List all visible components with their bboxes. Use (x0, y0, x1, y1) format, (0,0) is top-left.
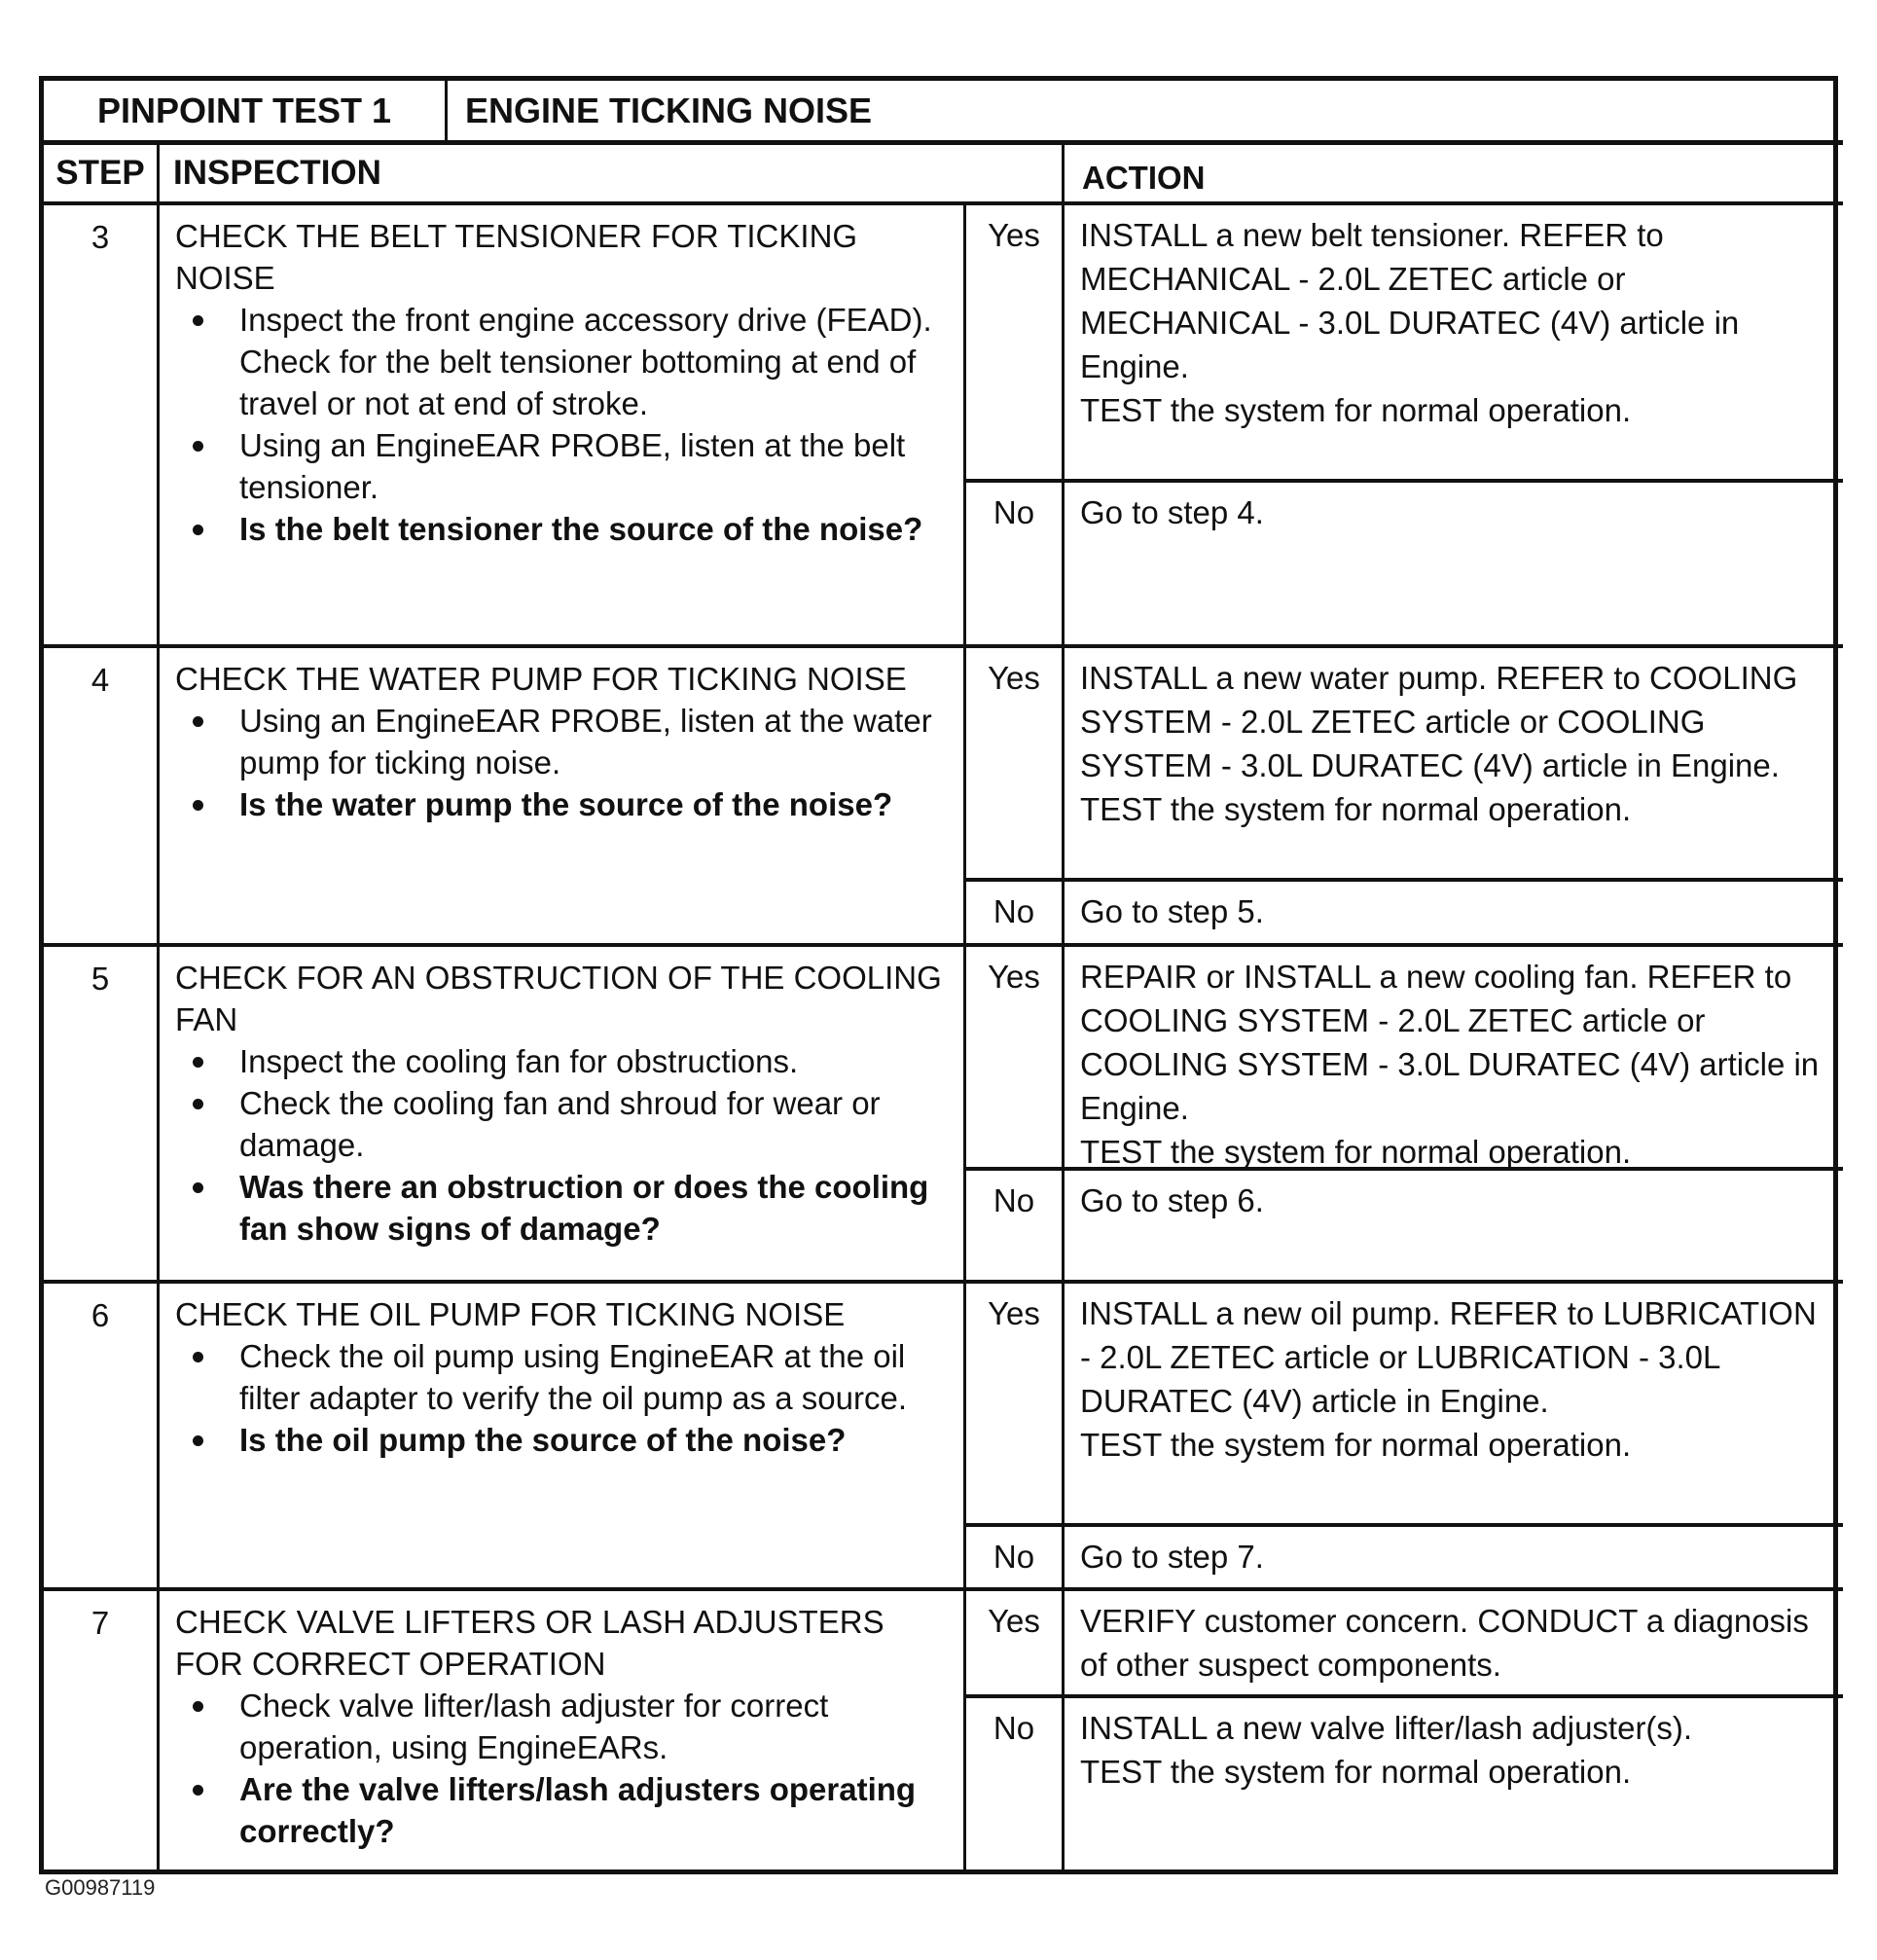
no-action (1065, 1527, 1843, 1587)
yes-action-line: TEST the system for normal operation. (1080, 791, 1632, 827)
step-number: 7 (44, 1591, 160, 1869)
table-header (39, 76, 1838, 140)
bullet-text: Using an EngineEAR PROBE, listen at the belt tensioner. (239, 427, 906, 505)
inspection-bullets (175, 1685, 952, 1852)
column-header-action: ACTION (1065, 140, 1843, 205)
inspection-cell (160, 648, 966, 947)
bullet-icon (193, 1352, 203, 1362)
bullet-text: Check valve lifter/lash adjuster for correct operation, using EngineEARs. (239, 1688, 829, 1765)
no-action (1065, 1698, 1843, 1869)
yes-action-line: TEST the system for normal operation. (1080, 1134, 1632, 1170)
inspection-cell (160, 947, 966, 1284)
test-label: PINPOINT TEST 1 (44, 81, 448, 140)
bullet-icon (193, 315, 203, 326)
inspection-question (175, 508, 952, 550)
inspection-bullets (175, 1040, 952, 1250)
action-column (1065, 205, 1843, 648)
bullet-icon (193, 1701, 203, 1712)
yes-action (1065, 1284, 1843, 1527)
answer-column (966, 648, 1065, 947)
question-text: Is the belt tensioner the source of the noise? (239, 511, 923, 547)
inspection-bullet (175, 1335, 952, 1419)
inspection-bullets (175, 299, 952, 550)
bullet-icon (193, 800, 203, 811)
yes-label: Yes (966, 1284, 1062, 1527)
no-action-line: TEST the system for normal operation. (1080, 1754, 1632, 1790)
no-action (1065, 1171, 1843, 1280)
no-label: No (993, 893, 1035, 929)
yes-action (1065, 1591, 1843, 1698)
question-text: Is the water pump the source of the noise? (239, 786, 893, 822)
answer-column (966, 1591, 1065, 1869)
yes-label: Yes (966, 1591, 1062, 1698)
inspection-bullet (175, 299, 952, 424)
yes-action-line: VERIFY customer concern. CONDUCT a diagnosis of other suspect components. (1080, 1603, 1809, 1683)
table-grid (39, 140, 1838, 1874)
bullet-text: Inspect the front engine accessory drive (FEAD). Check for the belt tensioner bottoming at end of travel or not at end of stroke. (239, 302, 932, 421)
inspection-bullet (175, 1685, 952, 1768)
no-action-line: Go to step 5. (1080, 893, 1264, 929)
answer-column (966, 947, 1065, 1284)
bullet-icon (193, 1057, 203, 1068)
inspection-bullet (175, 1082, 952, 1166)
yes-action-line: INSTALL a new belt tensioner. REFER to MECHANICAL - 2.0L ZETEC article or MECHANICAL - 3.0L DURATEC (4V) article in Engine. (1080, 217, 1740, 384)
bullet-text: Check the cooling fan and shroud for wear or damage. (239, 1085, 881, 1163)
yes-action-line: TEST the system for normal operation. (1080, 392, 1632, 428)
inspection-bullets (175, 1335, 952, 1461)
figure-id: G00987119 (45, 1875, 156, 1900)
inspection-cell (160, 1591, 966, 1869)
no-action (1065, 483, 1843, 644)
bullet-text: Check the oil pump using EngineEAR at the oil filter adapter to verify the oil pump as a source. (239, 1338, 908, 1416)
answer-column (966, 205, 1065, 648)
inspection-question (175, 1166, 952, 1250)
inspection-cell (160, 205, 966, 648)
inspection-bullets (175, 700, 952, 825)
yes-label: Yes (966, 648, 1062, 882)
action-column (1065, 1284, 1843, 1591)
inspection-question (175, 783, 952, 825)
step-number: 5 (44, 947, 160, 1284)
no-action-line: Go to step 4. (1080, 494, 1264, 530)
column-header-step: STEP (44, 140, 160, 205)
question-text: Is the oil pump the source of the noise? (239, 1422, 847, 1458)
question-text: Are the valve lifters/lash adjusters operating correctly? (239, 1771, 917, 1849)
bullet-icon (193, 1785, 203, 1796)
no-label: No (993, 1710, 1035, 1746)
answer-column (966, 1284, 1065, 1591)
no-action-line: Go to step 7. (1080, 1539, 1264, 1575)
bullet-icon (193, 525, 203, 535)
yes-action-line: TEST the system for normal operation. (1080, 1427, 1632, 1463)
check-title: CHECK VALVE LIFTERS OR LASH ADJUSTERS FOR CORRECT OPERATION (175, 1604, 884, 1682)
no-label: No (993, 494, 1035, 530)
bullet-text: Inspect the cooling fan for obstructions. (239, 1043, 799, 1079)
question-text: Was there an obstruction or does the cooling fan show signs of damage? (239, 1169, 929, 1247)
bullet-text: Using an EngineEAR PROBE, listen at the water pump for ticking noise. (239, 703, 932, 780)
yes-action (1065, 648, 1843, 882)
yes-action-line: INSTALL a new oil pump. REFER to LUBRICATION - 2.0L ZETEC article or LUBRICATION - 3.0L DURATEC (4V) article in Engine. (1080, 1295, 1817, 1419)
action-column (1065, 947, 1843, 1284)
step-number: 4 (44, 648, 160, 947)
bullet-icon (193, 1435, 203, 1446)
yes-action (1065, 947, 1843, 1171)
yes-label: Yes (966, 947, 1062, 1171)
yes-action (1065, 205, 1843, 483)
yes-action-line: REPAIR or INSTALL a new cooling fan. REFER to COOLING SYSTEM - 2.0L ZETEC article or COOLING SYSTEM - 3.0L DURATEC (4V) article in Engine. (1080, 959, 1820, 1126)
no-label: No (993, 1182, 1035, 1218)
yes-action-line: INSTALL a new water pump. REFER to COOLING SYSTEM - 2.0L ZETEC article or COOLING SYSTEM - 3.0L DURATEC (4V) article in Engine. (1080, 660, 1798, 783)
no-action-line: Go to step 6. (1080, 1182, 1264, 1218)
step-number: 6 (44, 1284, 160, 1591)
column-header-inspection: INSPECTION (160, 140, 1065, 205)
inspection-bullet (175, 1040, 952, 1082)
yes-label: Yes (966, 205, 1062, 483)
action-column (1065, 1591, 1843, 1869)
inspection-bullet (175, 700, 952, 783)
no-label: No (993, 1539, 1035, 1575)
inspection-bullet (175, 424, 952, 508)
no-action (1065, 882, 1843, 943)
check-title: CHECK THE WATER PUMP FOR TICKING NOISE (175, 661, 907, 697)
check-title: CHECK FOR AN OBSTRUCTION OF THE COOLING FAN (175, 960, 942, 1037)
inspection-question (175, 1419, 952, 1461)
bullet-icon (193, 1099, 203, 1109)
bullet-icon (193, 716, 203, 727)
bullet-icon (193, 441, 203, 452)
action-column (1065, 648, 1843, 947)
bullet-icon (193, 1182, 203, 1193)
inspection-cell (160, 1284, 966, 1591)
check-title: CHECK THE BELT TENSIONER FOR TICKING NOISE (175, 218, 858, 296)
inspection-question (175, 1768, 952, 1852)
no-action-line: INSTALL a new valve lifter/lash adjuster(s). (1080, 1710, 1693, 1746)
test-name: ENGINE TICKING NOISE (465, 90, 873, 130)
pinpoint-test-table (39, 76, 1838, 1874)
step-number: 3 (44, 205, 160, 648)
check-title: CHECK THE OIL PUMP FOR TICKING NOISE (175, 1296, 846, 1332)
